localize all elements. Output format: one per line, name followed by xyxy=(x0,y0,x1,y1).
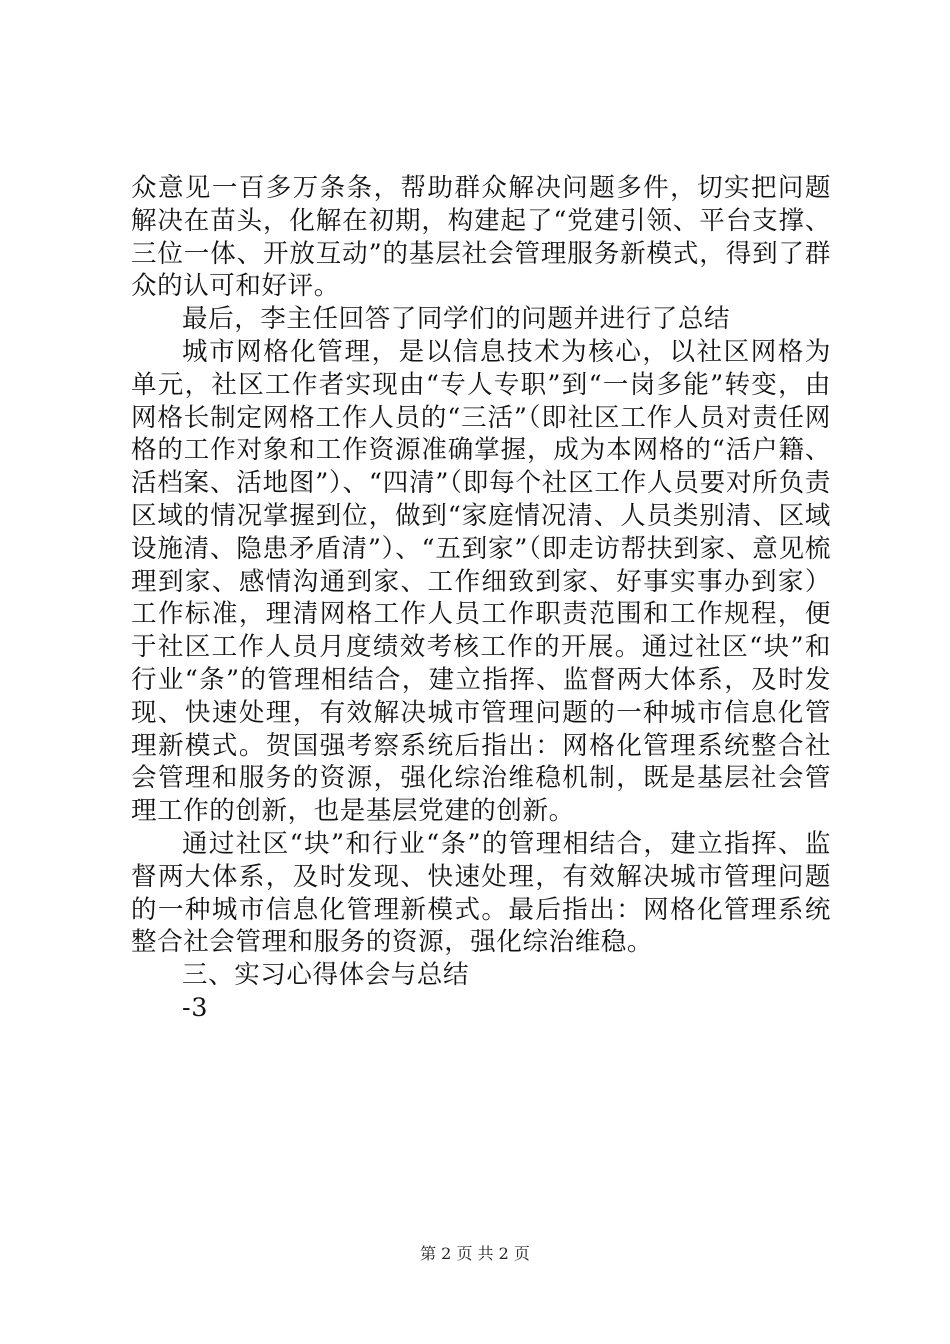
paragraph-continuation: 众意见一百多万条条，帮助群众解决问题多件，切实把问题解决在苗头，化解在初期，构建起了“党建引领、平台支撑、三位一体、开放互动”的基层社会管理服务新模式，得到了群众的认可和好评。 xyxy=(131,173,831,302)
page-marker: -3 xyxy=(182,992,209,1023)
document-body xyxy=(131,172,831,1025)
paragraph-conclusion: 最后，李主任回答了同学们的问题并进行了总结 xyxy=(182,304,731,335)
section-heading: 三、实习心得体会与总结 xyxy=(182,960,470,991)
paragraph-summary: 通过社区“块”和行业“条”的管理相结合，建立指挥、监督两大体系，及时发现、快速处理，有效解决城市管理问题的一种城市信息化管理新模式。最后指出：网格化管理系统整合社会管理和服务的资源，强化综治维稳。 xyxy=(131,828,831,958)
page-footer: 第 2 页 共 2 页 xyxy=(420,1244,530,1263)
paragraph-grid-management: 城市网格化管理，是以信息技术为核心，以社区网格为单元，社区工作者实现由“专人专职”到“一岗多能”转变，由网格长制定网格工作人员的“三活”（即社区工作人员对责任网格的工作对象和工作资源准确掌握，成为本网格的“活户籍、活档案、活地图”）、“四清”（即每个社区工作人员要对所负责区域的情况掌握到位，做到“家庭情况清、人员类别清、区域设施清、隐患矛盾清”）、“五到家”（即走访帮扶到家、意见梳理到家、感情沟通到家、工作细致到家、好事实事办到家）工作标准，理清网格工作人员工作职责范围和工作规程，便于社区工作人员月度绩效考核工作的开展。通过社区“块”和行业“条”的管理相结合，建立指挥、监督两大体系，及时发现、快速处理，有效解决城市管理问题的一种城市信息化管理新模式。贺国强考察系统后指出：网格化管理系统整合社会管理和服务的资源，强化综治维稳机制，既是基层社会管理工作的创新，也是基层党建的创新。 xyxy=(131,336,831,827)
